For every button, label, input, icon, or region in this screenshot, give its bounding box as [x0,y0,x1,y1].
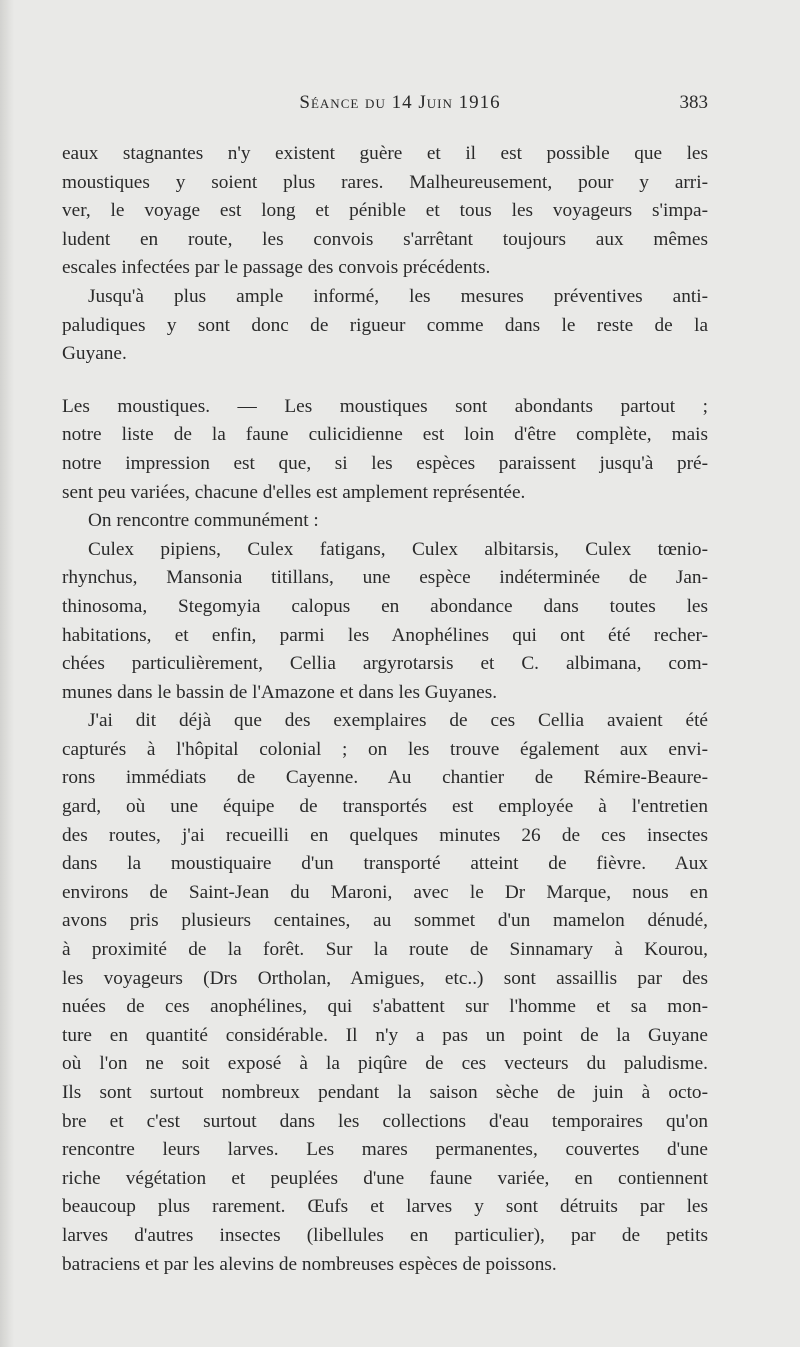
text-line: habitations, et enfin, parmi les Anophélines qui ont été recher- [62,624,708,646]
text-line: rons immédiats de Cayenne. Au chantier de Rémire-Beaure- [62,767,708,789]
text-line: beaucoup plus rarement. Œufs et larves y sont détruits par les [62,1196,708,1218]
text-line: environs de Saint-Jean du Maroni, avec le Dr Marque, nous en [62,881,708,903]
text-line: eaux stagnantes n'y existent guère et il est possible que les [62,143,708,164]
text-line: notre liste de la faune culicidienne est loin d'être complète, mais [62,424,708,446]
text-line: thinosoma, Stegomyia calopus en abondance dans toutes les [62,595,708,617]
text-line: ture en quantité considérable. Il n'y a pas un point de la Guyane [62,1024,708,1046]
text-line: sent peu variées, chacune d'elles est amplement représentée. [62,481,526,503]
paragraph [62,283,708,369]
text-line: les voyageurs (Drs Ortholan, Amigues, etc..) sont assaillis par des [62,967,708,989]
text-line: Jusqu'à plus ample informé, les mesures préventives anti- [88,285,708,307]
text-line: rhynchus, Mansonia titillans, une espèce indéterminée de Jan- [62,567,708,589]
text-line: rencontre leurs larves. Les mares permanentes, couvertes d'une [62,1139,708,1161]
text-line: paludiques y sont donc de rigueur comme dans le reste de la [62,314,708,336]
page-number: 383 [679,92,708,113]
text-line: munes dans le bassin de l'Amazone et dans les Guyanes. [62,681,498,703]
text-line: J'ai dit déjà que des exemplaires de ces Cellia avaient été [88,710,708,732]
text-line: batraciens et par les alevins de nombreuses espèces de poissons. [62,1253,557,1275]
text-line: On rencontre communément : [88,510,319,532]
text-line: Guyane. [62,343,127,365]
body-text [62,140,708,1279]
text-line: Ils sont surtout nombreux pendant la saison sèche de juin à octo- [62,1082,708,1103]
running-title: Séance du 14 Juin 1916 [299,92,501,113]
text-line: des routes, j'ai recueilli en quelques minutes 26 de ces insectes [62,824,708,846]
text-line: escales infectées par le passage des convois précédents. [62,257,491,279]
text-line: où l'on ne soit exposé à la piqûre de ces vecteurs du paludisme. [62,1053,708,1075]
text-line: gard, où une équipe de transportés est employée à l'entretien [62,796,708,818]
text-line: Culex pipiens, Culex fatigans, Culex albitarsis, Culex tœnio- [88,538,708,560]
text-line: riche végétation et peuplées d'une faune variée, en contiennent [62,1167,708,1189]
text-line: larves d'autres insectes (libellules en particulier), par de petits [62,1224,708,1246]
text-line: bre et c'est surtout dans les collections d'eau temporaires qu'on [62,1110,708,1132]
text-line: Les moustiques. — Les moustiques sont abondants partout ; [62,395,708,417]
text-line: ludent en route, les convois s'arrêtant toujours aux mêmes [62,228,708,250]
text-line: moustiques y soient plus rares. Malheureusement, pour y arri- [62,171,708,193]
text-line: à proximité de la forêt. Sur la route de Sinnamary à Kourou, [62,939,708,961]
text-line: dans la moustiquaire d'un transporté atteint de fièvre. Aux [62,853,708,875]
paragraph [62,140,708,283]
text-line: capturés à l'hôpital colonial ; on les trouve également aux envi- [62,738,708,760]
page-edge [0,0,14,1347]
text-line: avons pris plusieurs centaines, au sommet d'un mamelon dénudé, [62,910,708,932]
paragraph [62,536,708,708]
text-line: chées particulièrement, Cellia argyrotarsis et C. albimana, com- [62,653,708,675]
text-line: nuées de ces anophélines, qui s'abattent sur l'homme et sa mon- [62,996,708,1018]
running-header [0,92,800,122]
text-line: ver, le voyage est long et pénible et tous les voyageurs s'impa- [62,200,708,222]
paragraph [62,707,708,1279]
paragraph [62,507,708,536]
text-line: notre impression est que, si les espèces paraissent jusqu'à pré- [62,452,708,474]
paragraph [62,393,708,507]
